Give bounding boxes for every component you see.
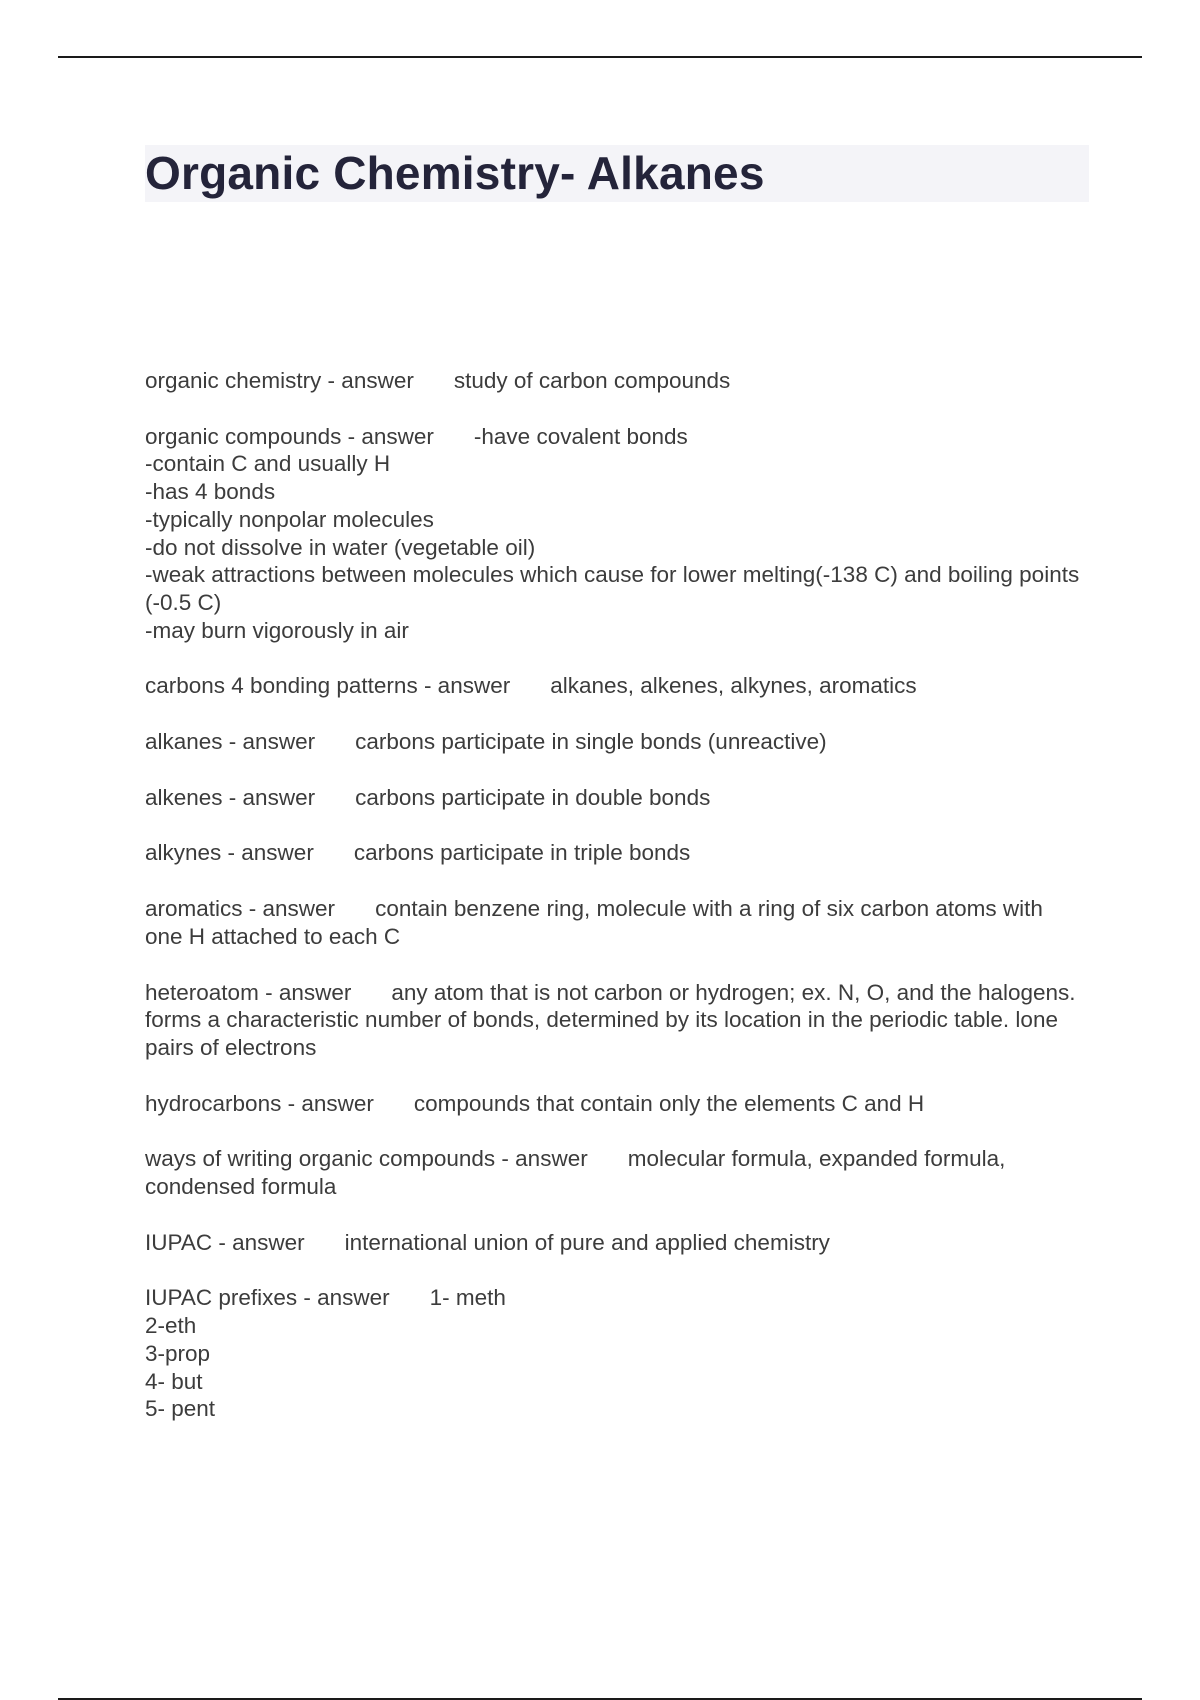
flashcard-definition-line: -typically nonpolar molecules <box>145 506 434 532</box>
flashcard-entry <box>145 1229 1085 1257</box>
flashcard-definition-line: 1- meth <box>429 1285 506 1311</box>
flashcard-term: ways of writing organic compounds - answer <box>145 1146 588 1172</box>
flashcard-definition-line: 5- pent <box>145 1396 216 1422</box>
flashcard-entry <box>145 784 1085 812</box>
flashcard-term: organic compounds - answer <box>145 423 434 449</box>
flashcard-definition-line: 2-eth <box>145 1313 197 1339</box>
flashcard-term: alkanes - answer <box>145 729 316 755</box>
flashcard-definition-line: carbons participate in triple bonds <box>353 840 691 866</box>
flashcard-definition-line: study of carbon compounds <box>453 368 731 393</box>
top-rule <box>58 56 1142 58</box>
flashcard-definition-line: carbons participate in single bonds (unreactive) <box>355 729 827 755</box>
flashcard-definition-line: 4- but <box>145 1368 203 1394</box>
flashcard-term: hydrocarbons - answer <box>145 1090 374 1116</box>
flashcard-definition-line: contain benzene ring, molecule with a ring of six carbon atoms with one H attached to each C <box>145 896 1043 949</box>
flashcard-definition-line: international union of pure and applied chemistry <box>344 1229 830 1255</box>
flashcard-definition-line: -weak attractions between molecules which cause for lower melting(-138 C) and boiling points (-0.5 C) <box>145 562 1080 615</box>
flashcard-definition-line: -have covalent bonds <box>473 423 688 449</box>
flashcard-term: carbons 4 bonding patterns - answer <box>145 673 511 699</box>
flashcard-definition-line: -may burn vigorously in air <box>145 617 409 643</box>
flashcard-definition-line: -contain C and usually H <box>145 451 391 477</box>
flashcard-entry <box>145 728 1085 756</box>
flashcard-entry <box>145 672 1085 700</box>
flashcard-entry <box>145 895 1085 950</box>
flashcard-definition-line: carbons participate in double bonds <box>355 784 711 810</box>
flashcard-definition-line: -has 4 bonds <box>145 479 276 505</box>
flashcard-definition-line: -do not dissolve in water (vegetable oil) <box>145 534 536 560</box>
document-title: Organic Chemistry- Alkanes <box>145 147 765 199</box>
flashcard-term: alkenes - answer <box>145 784 316 810</box>
flashcard-definition-line: any atom that is not carbon or hydrogen; ex. N, O, and the halogens. forms a characteristic number of bonds, determined by its location in the periodic table. lone pairs of electrons <box>145 979 1076 1060</box>
flashcard-term: IUPAC prefixes - answer <box>145 1285 390 1311</box>
flashcard-term: organic chemistry - answer <box>145 368 414 393</box>
flashcard-term: aromatics - answer <box>145 896 336 922</box>
flashcard-entry <box>145 367 1085 395</box>
flashcard-term: heteroatom - answer <box>145 979 352 1005</box>
flashcard-entry <box>145 979 1085 1062</box>
flashcard-list <box>145 367 1085 1451</box>
flashcard-definition-line: compounds that contain only the elements C and H <box>413 1090 925 1116</box>
flashcard-definition-line: molecular formula, expanded formula, condensed formula <box>145 1146 1006 1200</box>
flashcard-term: IUPAC - answer <box>145 1229 305 1255</box>
flashcard-term: alkynes - answer <box>145 840 314 866</box>
flashcard-definition-line: alkanes, alkenes, alkynes, aromatics <box>550 673 917 699</box>
flashcard-entry <box>145 1145 1085 1200</box>
flashcard-entry <box>145 839 1085 867</box>
flashcard-entry <box>145 1284 1085 1423</box>
flashcard-definition-line: 3-prop <box>145 1340 211 1366</box>
flashcard-entry <box>145 1090 1085 1118</box>
flashcard-entry <box>145 423 1085 645</box>
